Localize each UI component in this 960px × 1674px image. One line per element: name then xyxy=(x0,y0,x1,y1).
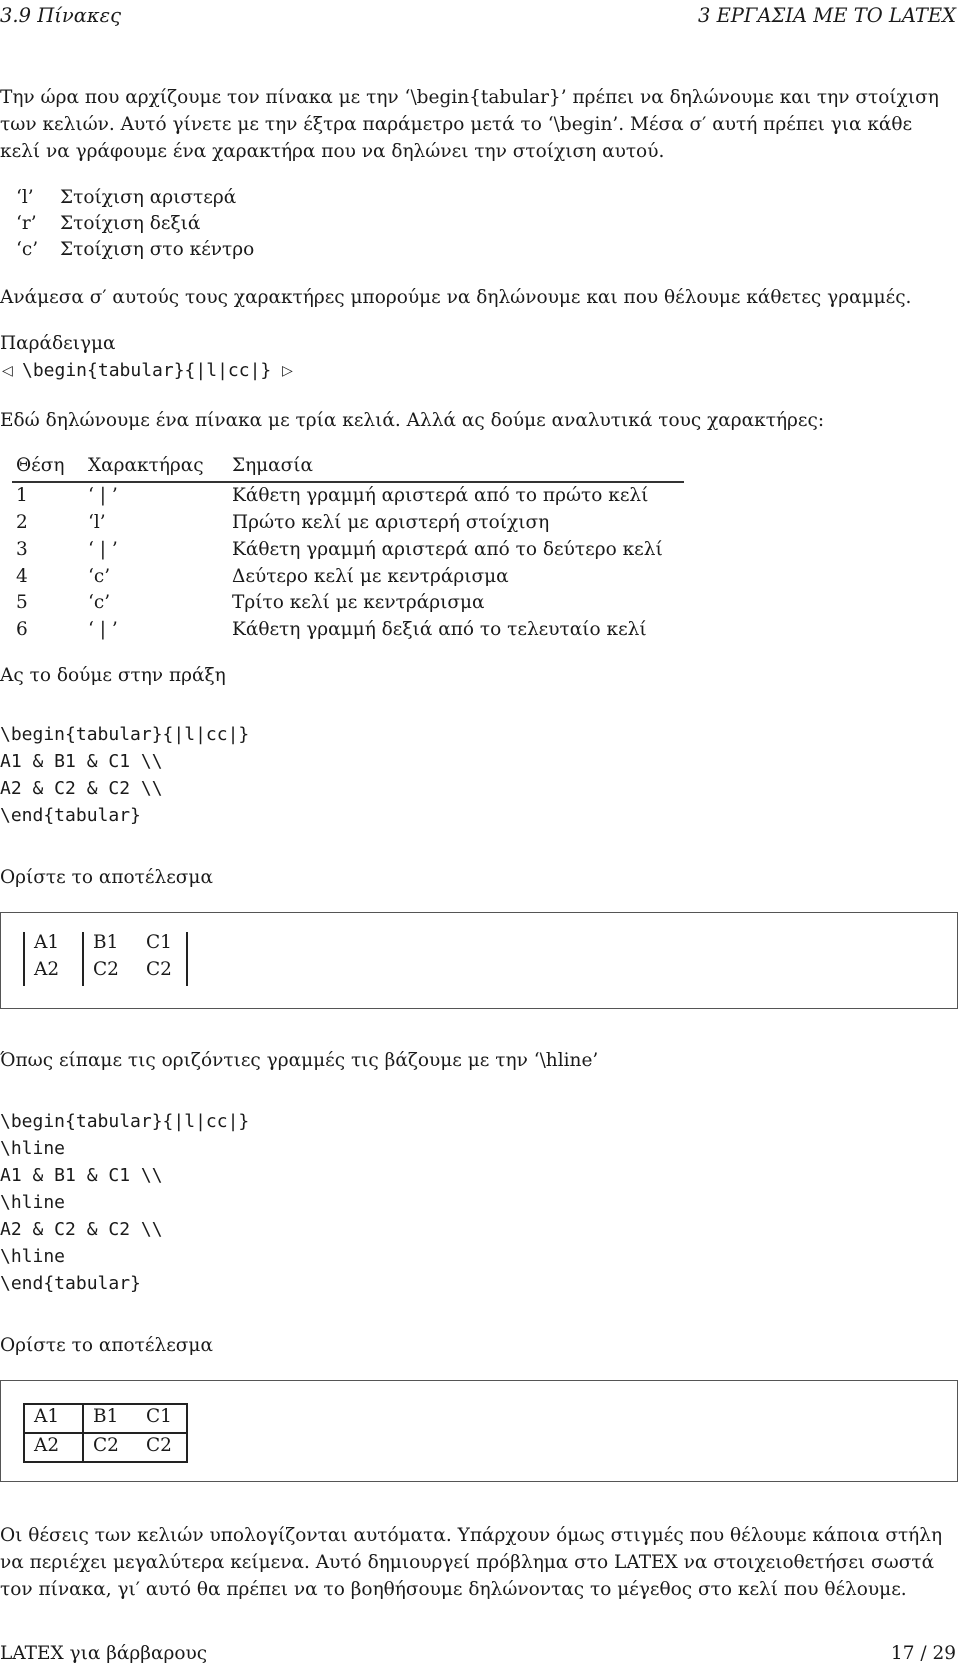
table-cell: 3 xyxy=(16,539,28,560)
code-line: \hline xyxy=(0,1192,66,1213)
table-cell: ‘ | ’ xyxy=(88,619,118,640)
table-cell: ‘ | ’ xyxy=(88,539,118,560)
code-line: \hline xyxy=(0,1246,66,1267)
code-line: \begin{tabular}{|l|cc|} xyxy=(0,724,250,745)
table-header: Χαρακτήρας xyxy=(88,455,204,476)
intro-line: Την ώρα που αρχίζουμε τον πίνακα με την ‘\begin{tabular}’ πρέπει να δηλώνουμε και την στοίχιση xyxy=(0,87,939,108)
table-cell: Τρίτο κελί με κεντράρισμα xyxy=(232,592,485,613)
result-cell: C2 xyxy=(146,1435,172,1456)
result-box xyxy=(0,912,958,1009)
practice-label: Ας το δούμε στην πράξη xyxy=(0,665,226,686)
table-vline xyxy=(186,932,188,986)
align-char: ‘r’ xyxy=(16,213,37,234)
table-cell: ‘ | ’ xyxy=(88,485,118,506)
table-cell: Κάθετη γραμμή αριστερά από το πρώτο κελί xyxy=(232,485,649,506)
table-vline xyxy=(23,932,25,986)
result-label: Ορίστε το αποτέλεσμα xyxy=(0,867,213,888)
table-header-rule xyxy=(12,481,684,483)
closing-line: τον πίνακα, γι′ αυτό θα πρέπει να το βοηθήσουμε δηλώνοντας το μέγεθος στο κελί που θέλουμε. xyxy=(0,1579,907,1600)
table-cell: ‘c’ xyxy=(88,592,111,613)
result-cell: B1 xyxy=(93,1406,119,1427)
result-cell: C2 xyxy=(93,959,119,980)
table-header: Σημασία xyxy=(232,455,314,476)
table-hline xyxy=(23,1432,188,1434)
table-cell: ‘l’ xyxy=(88,512,106,533)
intro-line: των κελιών. Αυτό γίνετε με την έξτρα παράμετρο μετά το ‘\begin’. Μέσα σ′ αυτή πρέπει για κάθε xyxy=(0,114,913,135)
table-vline xyxy=(82,932,84,986)
explain-intro: Εδώ δηλώνουμε ένα πίνακα με τρία κελιά. Αλλά ας δούμε αναλυτικά τους χαρακτήρες: xyxy=(0,410,825,431)
code-line: \hline xyxy=(0,1138,66,1159)
result-cell: B1 xyxy=(93,932,119,953)
code-line: A1 & B1 & C1 \\ xyxy=(0,1165,163,1186)
result-cell: C1 xyxy=(146,932,172,953)
table-cell: 4 xyxy=(16,566,28,587)
code-line: \end{tabular} xyxy=(0,805,141,826)
table-cell: Κάθετη γραμμή δεξιά από το τελευταίο κελί xyxy=(232,619,647,640)
code-line: A1 & B1 & C1 \\ xyxy=(0,751,163,772)
intro-line: κελί να γράφουμε ένα χαρακτήρα που να δηλώνει την στοίχιση αυτού. xyxy=(0,141,665,162)
align-char: ‘c’ xyxy=(16,239,39,260)
table-header: Θέση xyxy=(16,455,65,476)
result-cell: C2 xyxy=(146,959,172,980)
example-label: Παράδειγμα xyxy=(0,333,116,354)
vertical-note: Ανάμεσα σ′ αυτούς τους χαρακτήρες μπορούμε να δηλώνουμε και που θέλουμε κάθετες γραμμές. xyxy=(0,287,912,308)
footer-title: LATEX για βάρβαρους xyxy=(0,1643,208,1664)
table-cell: 2 xyxy=(16,512,28,533)
result-cell: A2 xyxy=(34,959,60,980)
code-line: A2 & C2 & C2 \\ xyxy=(0,1219,163,1240)
align-desc: Στοίχιση αριστερά xyxy=(60,187,237,208)
code-line: \begin{tabular}{|l|cc|} xyxy=(0,1111,250,1132)
code-line: A2 & C2 & C2 \\ xyxy=(0,778,163,799)
closing-line: να περιέχει μεγαλύτερα κείμενα. Αυτό δημιουργεί πρόβλημα στο LATEX να στοιχειοθετήσει σωστά xyxy=(0,1552,935,1573)
closing-line: Οι θέσεις των κελιών υπολογίζονται αυτόματα. Υπάρχουν όμως στιγμές που θέλουμε κάποια στήλη xyxy=(0,1525,943,1546)
left-triangle-icon: ◁ xyxy=(2,363,13,379)
page-number: 17 / 29 xyxy=(890,1643,956,1664)
align-desc: Στοίχιση στο κέντρο xyxy=(60,239,255,260)
result-cell: A1 xyxy=(34,932,60,953)
code-line: \end{tabular} xyxy=(0,1273,141,1294)
result-cell: A2 xyxy=(34,1435,60,1456)
table-cell: 1 xyxy=(16,485,28,506)
table-vline xyxy=(82,1403,84,1462)
table-hline xyxy=(23,1403,188,1405)
result-label: Ορίστε το αποτέλεσμα xyxy=(0,1335,213,1356)
table-vline xyxy=(23,1403,25,1462)
result-cell: C2 xyxy=(93,1435,119,1456)
table-cell: ‘c’ xyxy=(88,566,111,587)
result-box xyxy=(0,1380,958,1482)
table-cell: Πρώτο κελί με αριστερή στοίχιση xyxy=(232,512,550,533)
chapter-header: 3 ΕΡΓΑΣΙΑ ΜΕ ΤΟ LATEX xyxy=(697,4,956,27)
right-triangle-icon: ▷ xyxy=(282,363,293,379)
section-header: 3.9 Πίνακες xyxy=(0,4,122,27)
table-vline xyxy=(186,1403,188,1462)
result-cell: A1 xyxy=(34,1406,60,1427)
align-desc: Στοίχιση δεξιά xyxy=(60,213,201,234)
table-hline xyxy=(23,1461,188,1463)
hline-note: Όπως είπαμε τις οριζόντιες γραμμές τις βάζουμε με την ‘\hline’ xyxy=(0,1050,599,1071)
example-code: \begin{tabular}{|l|cc|} xyxy=(22,360,272,381)
table-cell: Δεύτερο κελί με κεντράρισμα xyxy=(232,566,509,587)
table-cell: 5 xyxy=(16,592,28,613)
table-cell: Κάθετη γραμμή αριστερά από το δεύτερο κελί xyxy=(232,539,663,560)
table-cell: 6 xyxy=(16,619,28,640)
result-cell: C1 xyxy=(146,1406,172,1427)
align-char: ‘l’ xyxy=(16,187,34,208)
